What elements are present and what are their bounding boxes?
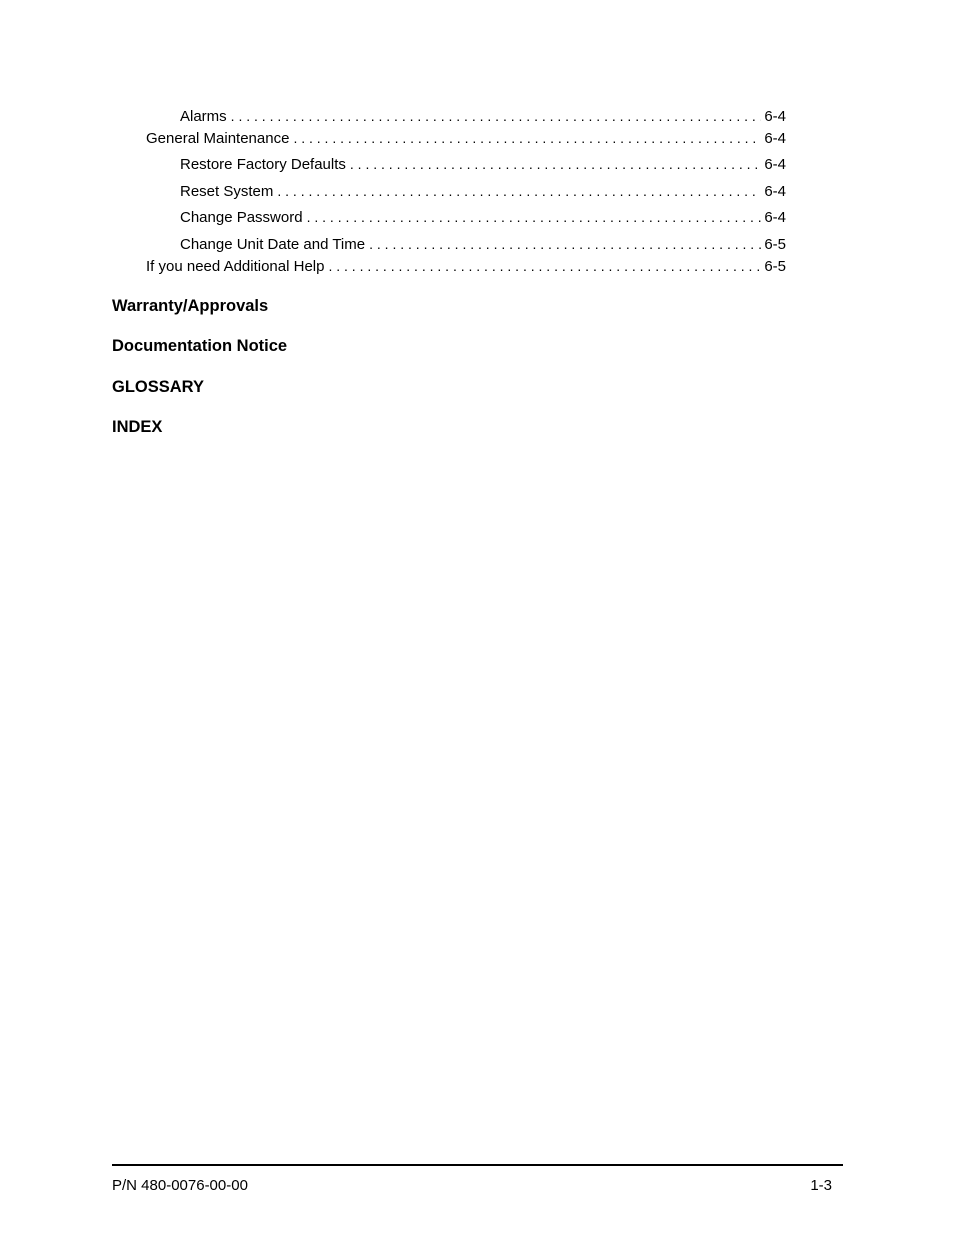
toc-dot-leader xyxy=(277,182,761,200)
toc-entry-page: 6-4 xyxy=(764,108,786,125)
toc-entry-title: General Maintenance xyxy=(146,130,290,147)
toc-dot-leader xyxy=(350,155,761,173)
toc-entry-title: Change Password xyxy=(180,209,303,226)
footer-part-number: P/N 480-0076-00-00 xyxy=(112,1177,248,1194)
toc-dot-leader xyxy=(369,235,761,253)
toc-entry[interactable] xyxy=(180,208,786,227)
footer-divider xyxy=(112,1164,843,1166)
toc-entry-page: 6-4 xyxy=(764,209,786,226)
toc-entry[interactable] xyxy=(146,129,786,148)
toc-entry[interactable] xyxy=(180,107,786,126)
toc-entry-page: 6-4 xyxy=(764,156,786,173)
toc-entry-title: Alarms xyxy=(180,108,227,125)
toc-entry-page: 6-5 xyxy=(764,236,786,253)
toc-entry[interactable] xyxy=(180,155,786,174)
toc-entry-page: 6-4 xyxy=(764,183,786,200)
toc-dot-leader xyxy=(328,257,761,275)
footer-page-number: 1-3 xyxy=(810,1177,832,1194)
toc-dot-leader xyxy=(293,129,761,147)
toc-entry-page: 6-5 xyxy=(764,258,786,275)
toc-section-index[interactable]: INDEX xyxy=(112,418,163,436)
toc-section-glossary[interactable]: GLOSSARY xyxy=(112,378,204,396)
toc-dot-leader xyxy=(307,208,762,226)
toc-entry[interactable] xyxy=(146,257,786,276)
toc-section-warranty-approvals[interactable]: Warranty/Approvals xyxy=(112,297,269,315)
toc-entry-page: 6-4 xyxy=(764,130,786,147)
toc-entry-title: Restore Factory Defaults xyxy=(180,156,346,173)
toc-entry-title: Reset System xyxy=(180,183,274,200)
toc-entry-title: If you need Additional Help xyxy=(146,258,325,275)
toc-entry[interactable] xyxy=(180,182,786,201)
toc-entry-title: Change Unit Date and Time xyxy=(180,236,366,253)
toc-dot-leader xyxy=(231,107,762,125)
toc-section-documentation-notice[interactable]: Documentation Notice xyxy=(112,337,288,355)
toc-entry[interactable] xyxy=(180,235,786,254)
